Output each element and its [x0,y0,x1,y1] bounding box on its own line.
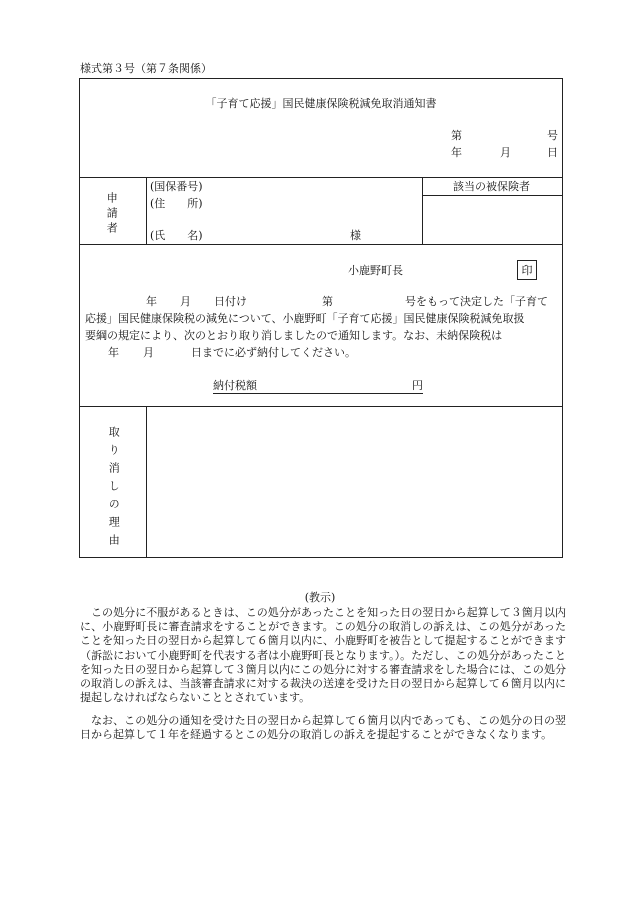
insured-persons-header: 該当の被保険者 [453,180,530,193]
notice-deadline-year: 年 [108,346,119,359]
insurance-number-label: (国保番号) [150,180,203,193]
doc-date-year: 年 [451,146,462,159]
notice-deadline-month: 月 [143,346,154,359]
notice-month: 月 [180,295,191,308]
divider-insured-header [422,195,563,196]
doc-no-suffix: 号 [547,129,558,142]
tax-amount-unit: 円 [412,379,423,392]
address-label: (住 所) [150,197,203,210]
divider-notice [79,406,563,407]
instruction-heading: (教示) [304,591,336,604]
name-label: (氏 名) [150,229,203,242]
divider-applicant [79,244,563,245]
divider-title [79,177,563,178]
notice-deadline-rest: 日までに必ず納付してください。 [191,346,356,359]
honorific: 様 [350,229,361,242]
applicant-label: 申請者 [105,192,119,237]
reason-label: 取り消しの理由 [107,426,121,552]
instruction-paragraph-1: この処分に不服があるときは、この処分があったことを知った日の翌日から起算して３箇月以内に、小鹿野町長に審査請求をすることができます。この処分の取消しの訴えは、この処分があったことを知った日の翌日から起算して６箇月以内に、小鹿野町を被告として提起することができます（訴訟において小鹿野町を代表する者は小鹿野町長となります。）。ただし、この処分があったことを知った日の翌日から起算して３箇月以内にこの処分に対する審査請求をした場合には、この処分の取消しの訴えは、当該審査請求に対する裁決の送達を受けた日の翌日から起算して６箇月以内に提起しなければならないこととされています。 [80,606,566,705]
divider-reason-label [146,406,147,558]
notice-dated: 日付け [214,295,247,308]
issuer: 小鹿野町長 [348,264,403,277]
notice-number-prefix: 第 [322,295,333,308]
divider-insured [422,177,423,244]
notice-line2: 応援」国民健康保険税の減免について、小鹿野町「子育て応援」国民健康保険税減免取扱 [85,312,525,325]
doc-date-month: 月 [500,146,511,159]
notice-line1-rest: 号をもって決定した「子育て [405,295,548,308]
seal-stamp: 印 [517,260,537,280]
instruction-paragraph-2: なお、この処分の通知を受けた日の翌日から起算して６箇月以内であっても、この処分の日の翌日から起算して１年を経過するとこの処分の取消しの訴えを提起することができなくなります。 [80,714,566,742]
tax-amount-underline [213,393,423,394]
doc-no-prefix: 第 [451,129,462,142]
form-number: 様式第３号（第７条関係） [80,62,212,75]
divider-applicant-label [146,177,147,244]
document-title: 「子育て応援」国民健康保険税減免取消通知書 [205,97,437,110]
notice-line3: 要綱の規定により、次のとおり取り消しましたので通知します。なお、未納保険税は [85,329,503,342]
doc-date-day: 日 [547,146,558,159]
tax-amount-label: 納付税額 [213,379,257,392]
notice-year: 年 [146,295,157,308]
